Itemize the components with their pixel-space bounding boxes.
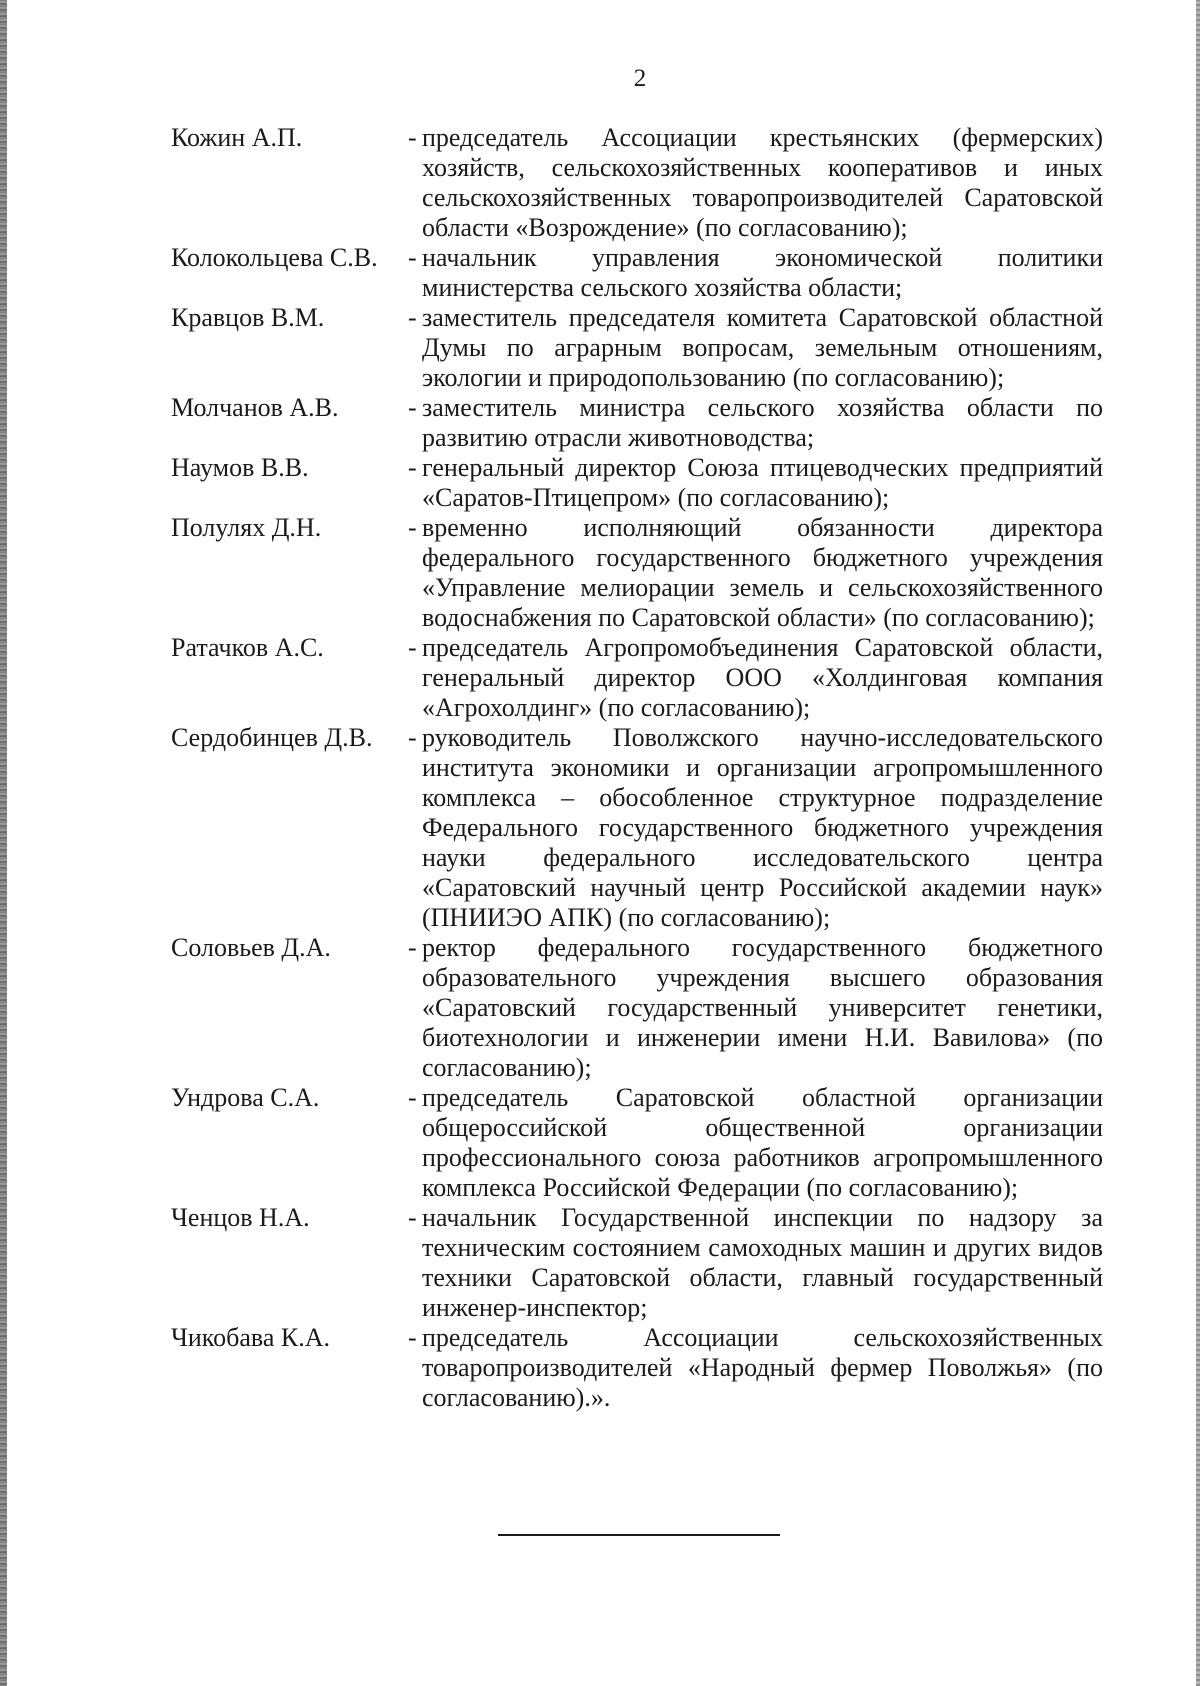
member-description: начальник Государственной инспекции по надзору за техническим состоянием самоходных машин и других видов техники Саратовской области, главный государственный инженер-инспектор; xyxy=(422,1203,1103,1322)
member-name: Ратачков А.С. xyxy=(171,633,324,662)
member-description: руководитель Поволжского научно-исследовательского института экономики и организации агропромышленного комплекса – обособленное структурное подразделение Федерального государственного бюджетного учреждения науки федерального исследовательского центра «Саратовский научный центр Российской академии наук» (ПНИИЭО АПК) (по согласованию); xyxy=(422,723,1103,932)
member-name: Кравцов В.М. xyxy=(171,303,325,332)
member-entry xyxy=(171,243,1111,303)
member-entry xyxy=(171,513,1111,633)
member-name: Молчанов А.В. xyxy=(171,393,339,422)
member-name: Соловьев Д.А. xyxy=(171,933,331,962)
member-description: ректор федерального государственного бюджетного образовательного учреждения высшего образования «Саратовский государственный университет генетики, биотехнологии и инженерии имени Н.И. Вавилова» (по согласованию); xyxy=(422,933,1103,1082)
dash-separator: - xyxy=(408,123,417,152)
member-description: заместитель министра сельского хозяйства области по развитию отрасли животноводства; xyxy=(422,393,1103,452)
member-entry xyxy=(171,723,1111,933)
dash-separator: - xyxy=(408,633,417,662)
member-entry xyxy=(171,303,1111,393)
member-name: Чикобава К.А. xyxy=(171,1323,330,1352)
scan-edge-left xyxy=(0,0,7,1686)
member-name: Кожин А.П. xyxy=(171,123,303,152)
member-description: начальник управления экономической политики министерства сельского хозяйства области; xyxy=(422,243,1103,302)
dash-separator: - xyxy=(408,933,417,962)
dash-separator: - xyxy=(408,723,417,752)
member-entry xyxy=(171,1203,1111,1323)
member-name: Наумов В.В. xyxy=(171,453,309,482)
dash-separator: - xyxy=(408,1323,417,1352)
dash-separator: - xyxy=(408,303,417,332)
member-description: генеральный директор Союза птицеводческих предприятий «Саратов-Птицепром» (по согласованию); xyxy=(422,453,1103,512)
closing-rule xyxy=(498,1534,780,1536)
member-entry xyxy=(171,453,1111,513)
member-name: Ченцов Н.А. xyxy=(171,1203,310,1232)
member-description: председатель Ассоциации сельскохозяйственных товаропроизводителей «Народный фермер Поволжья» (по согласованию).». xyxy=(422,1323,1103,1412)
scan-edge-right xyxy=(1196,0,1200,1686)
member-description: временно исполняющий обязанности директора федерального государственного бюджетного учреждения «Управление мелиорации земель и сельскохозяйственного водоснабжения по Саратовской области» (по согласованию); xyxy=(422,513,1103,632)
member-entry xyxy=(171,393,1111,453)
page-number: 2 xyxy=(633,65,647,92)
member-name: Полулях Д.Н. xyxy=(171,513,322,542)
member-description: председатель Агропромобъединения Саратовской области, генеральный директор ООО «Холдинговая компания «Агрохолдинг» (по согласованию); xyxy=(422,633,1103,722)
member-name: Сердобинцев Д.В. xyxy=(171,723,373,752)
member-list xyxy=(171,123,1111,1413)
dash-separator: - xyxy=(408,243,417,272)
member-description: председатель Ассоциации крестьянских (фермерских) хозяйств, сельскохозяйственных кооперативов и иных сельскохозяйственных товаропроизводителей Саратовской области «Возрождение» (по согласованию); xyxy=(422,123,1103,242)
member-entry xyxy=(171,933,1111,1083)
member-entry xyxy=(171,633,1111,723)
dash-separator: - xyxy=(408,393,417,422)
dash-separator: - xyxy=(408,453,417,482)
dash-separator: - xyxy=(408,1203,417,1232)
member-entry xyxy=(171,1083,1111,1203)
member-name: Колокольцева С.В. xyxy=(171,243,378,272)
dash-separator: - xyxy=(408,1083,417,1112)
dash-separator: - xyxy=(408,513,417,542)
member-description: председатель Саратовской областной организации общероссийской общественной организации профессионального союза работников агропромышленного комплекса Российской Федерации (по согласованию); xyxy=(422,1083,1103,1202)
member-name: Ундрова С.А. xyxy=(171,1083,320,1112)
member-entry xyxy=(171,123,1111,243)
member-entry xyxy=(171,1323,1111,1413)
member-description: заместитель председателя комитета Саратовской областной Думы по аграрным вопросам, земельным отношениям, экологии и природопользованию (по согласованию); xyxy=(422,303,1103,392)
